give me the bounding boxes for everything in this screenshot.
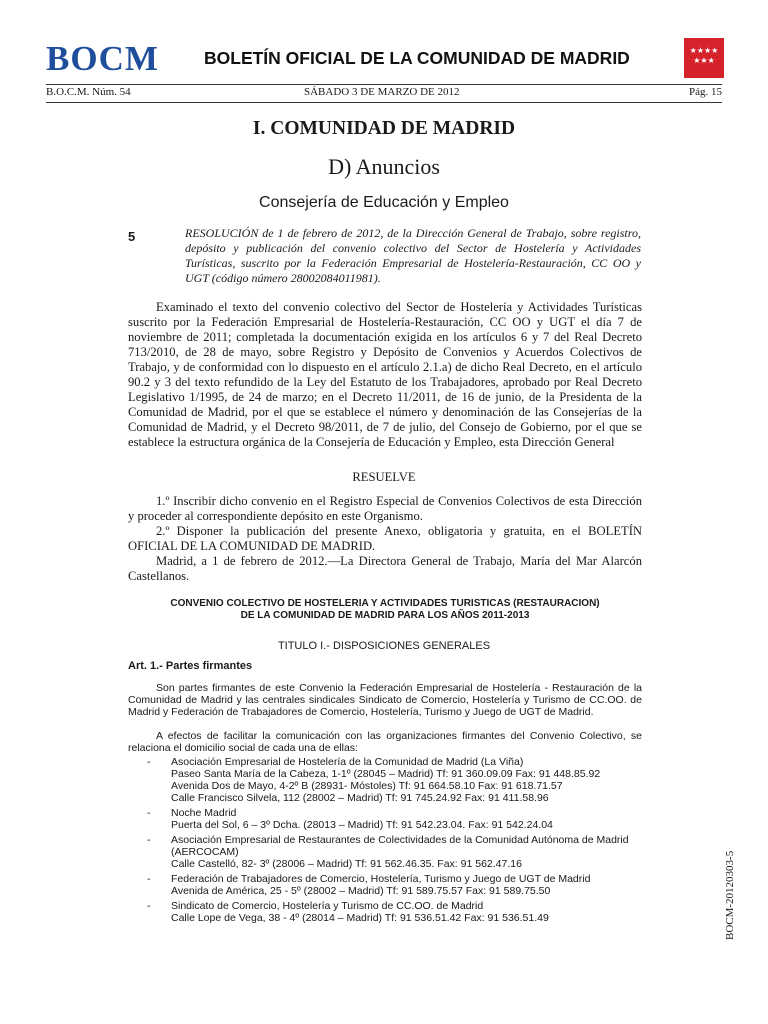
flag-stars-row-2: ★★★ [693,56,715,65]
bocm-logo: BOCM [46,39,159,78]
convenio-title-line-2: DE LA COMUNIDAD DE MADRID PARA LOS AÑOS 2011-2013 [240,610,530,621]
article-1-paragraph-2: A efectos de facilitar la comunicación con las organizaciones firmantes del Convenio Colectivo, se relaciona el domicilio social de cada una de ellas: [128,730,642,754]
section-subpart: D) Anuncios [328,154,440,179]
list-item [147,834,647,870]
list-item [147,873,647,897]
organization-address: Paseo Santa María de la Cabeza, 1-1º (28045 – Madrid) Tf: 91 360.09.09 Fax: 91 448.85.92 [171,768,601,780]
convenio-title [110,598,660,622]
page-number: Pág. 15 [689,86,722,98]
list-bullet: - [147,834,151,846]
resolution-point-2: 2.º Disponer la publicación del presente Anexo, obligatoria y gratuita, en el BOLETÍN OFICIAL DE LA COMUNIDAD DE MADRID. [128,524,642,553]
organization-address: Puerta del Sol, 6 – 3º Dcha. (28013 – Madrid) Tf: 91 542.23.04. Fax: 91 542.24.04 [171,819,553,831]
organization-address: Avenida de América, 25 - 5º (28002 – Madrid) Tf: 91 589.75.57 Fax: 91 589.75.50 [171,885,551,897]
issue-meta [46,86,722,100]
convenio-title-line-1: CONVENIO COLECTIVO DE HOSTELERIA Y ACTIVIDADES TURISTICAS (RESTAURACION) [170,598,600,609]
organization-name: Asociación Empresarial de Restaurantes de Colectividades de la Comunidad Autónoma de Madrid (AERCOCAM) [171,834,629,858]
examinado-paragraph: Examinado el texto del convenio colectivo del Sector de Hostelería y Actividades Turísticas suscrito por la Federación Empresarial de Hostelería-Restauración, CC OO y UGT el día 7 de noviembre de 2011; completada la documentación exigida en los artículos 6 y 7 del Real Decreto 713/2010, de 28 de mayo, sobre Registro y Depósito de Convenios y Acuerdos Colectivos de Trabajo, y de conformidad con lo dispuesto en el artículo 2.1.a) de dicho Real Decreto, en el artículo 90.2 y 3 del texto refundido de la Ley del Estatuto de los Trabajadores, aprobado por Real Decreto Legislativo 1/1995, de 24 de marzo; en el Decreto 11/2011, de 16 de junio, de la Presidenta de la Comunidad de Madrid, por el que se establece el número y denominación de las Consejerías de la Comunidad de Madrid, y el Decreto 98/2011, de 7 de julio, del Consejo de Gobierno, por el que se establece la estructura orgánica de la Consejería de Educación y Empleo, esta Dirección General [128,300,642,449]
flag-stars [687,46,721,66]
organization-name: Federación de Trabajadores de Comercio, Hostelería, Turismo y Juego de UGT de Madrid [171,873,591,885]
organization-address: Calle Castelló, 82- 3º (28006 – Madrid) Tf: 91 562.46.35. Fax: 91 562.47.16 [171,858,522,870]
department-name: Consejería de Educación y Empleo [259,194,509,211]
header-rule-bottom [46,102,722,103]
header-rule-top [46,84,722,85]
list-item [147,756,647,804]
organizations-list [147,756,647,927]
organization-address: Calle Lope de Vega, 38 - 4º (28014 – Madrid) Tf: 91 536.51.42 Fax: 91 536.51.49 [171,912,549,924]
entry-number: 5 [128,229,136,244]
issue-date: SÁBADO 3 DE MARZO DE 2012 [304,86,460,98]
resolution-point-1: 1.º Inscribir dicho convenio en el Registro Especial de Convenios Colectivos de esta Dirección y proceder al correspondiente depósito en este Organismo. [128,494,642,523]
organization-name: Sindicato de Comercio, Hostelería y Turismo de CC.OO. de Madrid [171,900,484,912]
page-header [46,40,722,82]
document-code: BOCM-20120303-5 [724,850,736,940]
publication-title: BOLETÍN OFICIAL DE LA COMUNIDAD DE MADRID [204,48,630,68]
list-bullet: - [147,873,151,885]
organization-name: Noche Madrid [171,807,237,819]
issue-number: B.O.C.M. Núm. 54 [46,86,131,98]
resuelve-heading: RESUELVE [352,470,416,484]
list-item [147,807,647,831]
article-1-paragraph-1: Son partes firmantes de este Convenio la Federación Empresarial de Hostelería - Restauración de la Comunidad de Madrid y las centrales sindicales Sindicato de Comercio, Hostelería y Turismo de CC.OO. de Madrid y Federación de Trabajadores de Comercio, Hostelería, Turismo y Juego de UGT de Madrid. [128,682,642,718]
section-part: I. COMUNIDAD DE MADRID [252,118,516,139]
flag-stars-row-1: ★★★★ [689,46,719,55]
list-bullet: - [147,756,151,768]
list-item [147,900,647,924]
list-bullet: - [147,807,151,819]
organization-address: Calle Francisco Silvela, 112 (28002 – Madrid) Tf: 91 745.24.92 Fax: 91 411.58.96 [171,792,549,804]
organization-address: Avenida Dos de Mayo, 4-2º B (28931- Móstoles) Tf: 91 664.58.10 Fax: 91 618.71.57 [171,780,563,792]
list-bullet: - [147,900,151,912]
titulo-heading: TITULO I.- DISPOSICIONES GENERALES [277,640,491,652]
organization-name: Asociación Empresarial de Hostelería de la Comunidad de Madrid (La Viña) [171,756,524,768]
madrid-flag-icon [684,38,724,78]
article-1-heading: Art. 1.- Partes firmantes [128,660,253,672]
signature-paragraph: Madrid, a 1 de febrero de 2012.—La Directora General de Trabajo, María del Mar Alarcón Castellanos. [128,554,642,583]
resolution-summary: RESOLUCIÓN de 1 de febrero de 2012, de la Dirección General de Trabajo, sobre registro, depósito y publicación del convenio colectivo del Sector de Hostelería y Actividades Turísticas, suscrito por la Federación Empresarial de Hostelería-Restauración, CC OO y UGT (código número 28002084011981). [185,226,641,285]
